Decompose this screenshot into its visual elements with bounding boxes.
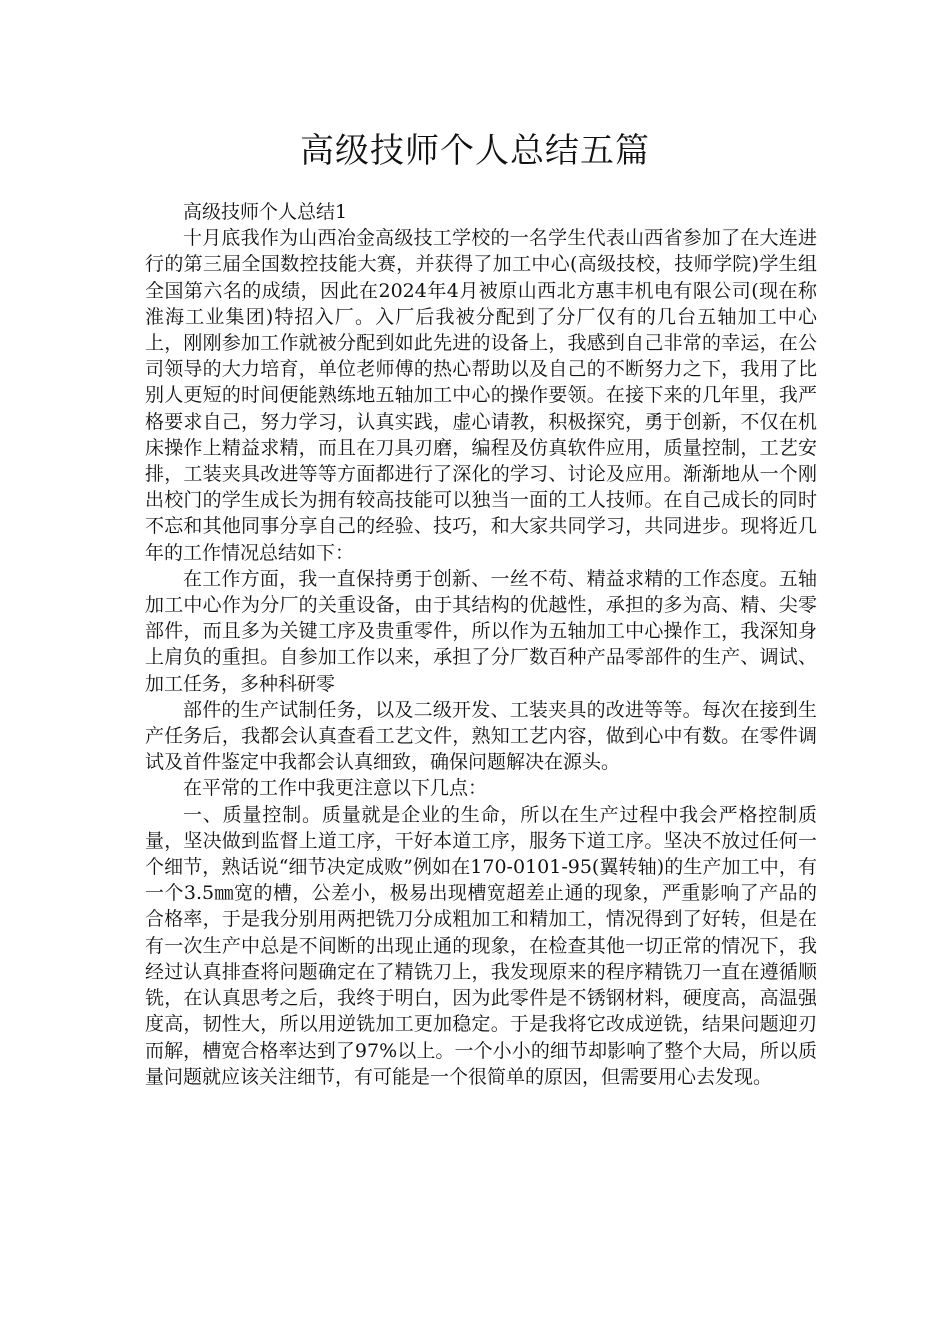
paragraph-quality-control: 一、质量控制。质量就是企业的生命，所以在生产过程中我会严格控制质量，坚决做到监督上道工序，干好本道工序，服务下道工序。坚决不放过任何一个细节，熟话说“细节决定成败”例如在170-0101-95(翼转轴)的生产加工中，有一个3.5㎜宽的槽，公差小，极易出现槽宽超差止通的现象，严重影响了产品的合格率，于是我分别用两把铣刀分成粗加工和精加工，情况得到了好转，但是在有一次生产中总是不间断的出现止通的现象，在检查其他一切正常的情况下，我经过认真排查将问题确定在了精铣刀上，我发现原来的程序精铣刀一直在遵循顺铣，在认真思考之后，我终于明白，因为此零件是不锈钢材料，硬度高，高温强度高，韧性大，所以用逆铣加工更加稳定。于是我将它改成逆铣，结果问题迎刃而解，槽宽合格率达到了97%以上。一个小小的细节却影响了整个大局，所以质量问题就应该关注细节，有可能是一个很简单的原因，但需要用心去发现。 (145, 803, 817, 1088)
paragraph-intro: 十月底我作为山西冶金高级技工学校的一名学生代表山西省参加了在大连进行的第三届全国数控技能大赛，并获得了加工中心(高级技校，技师学院)学生组全国第六名的成绩，因此在2024年4月被原山西北方惠丰机电有限公司(现在称淮海工业集团)特招入厂。入厂后我被分配到了分厂仅有的几台五轴加工中心上，刚刚参加工作就被分配到如此先进的设备上，我感到自己非常的幸运，在公司领导的大力培育，单位老师傅的热心帮助以及自己的不断努力之下，我用了比别人更短的时间便能熟练地五轴加工中心的操作要领。在接下来的几年里，我严格要求自己，努力学习，认真实践，虚心请教，积极探究，勇于创新，不仅在机床操作上精益求精，而且在刀具刃磨，编程及仿真软件应用，质量控制，工艺安排，工装夹具改进等等方面都进行了深化的学习、讨论及应用。渐渐地从一个刚出校门的学生成长为拥有较高技能可以独当一面的工人技师。在自己成长的同时不忘和其他同事分享自己的经验、技巧，和大家共同学习，共同进步。现将近几年的工作情况总结如下： (145, 227, 817, 564)
document-body (145, 199, 817, 1090)
paragraph-production-tasks: 部件的生产试制任务，以及二级开发、工装夹具的改进等等。每次在接到生产任务后，我都会认真查看工艺文件，熟知工艺内容，做到心中有数。在零件调试及首件鉴定中我都会认真细致，确保问题解决在源头。 (145, 698, 817, 774)
paragraph-points-intro: 在平常的工作中我更注意以下几点： (183, 777, 488, 800)
document-title: 高级技师个人总结五篇 (300, 131, 650, 171)
paragraph-work-attitude: 在工作方面，我一直保持勇于创新、一丝不苟、精益求精的工作态度。五轴加工中心作为分厂的关重设备，由于其结构的优越性，承担的多为高、精、尖零部件，而且多为关键工序及贵重零件，所以作为五轴加工中心操作工，我深知身上肩负的重担。自参加工作以来，承担了分厂数百种产品零部件的生产、调试、加工任务，多种科研零 (145, 567, 817, 695)
section-heading: 高级技师个人总结1 (183, 201, 348, 223)
